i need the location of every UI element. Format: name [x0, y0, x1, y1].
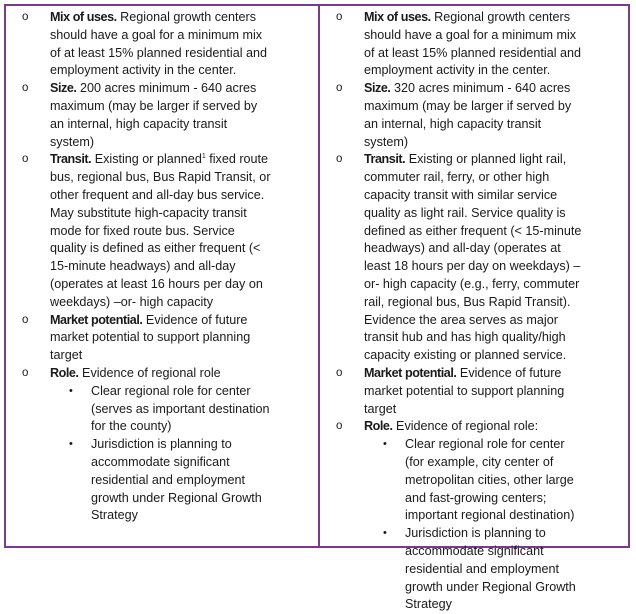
left-size-title: Size. [50, 81, 77, 96]
left-column [6, 6, 320, 546]
left-role-bullet: • Jurisdiction is planning to accommodate significant residential and employment growth under Regional Growth Strategy [50, 436, 270, 525]
right-role-bullet: • Jurisdiction is planning to accommodate significant residential and employment growth under Regional Growth Strategy [364, 525, 579, 614]
left-transit-text-b: fixed route bus, regional bus, Bus Rapid Transit, or other frequent and all-day bus service. May substitute high-capacity transit mode for fixed route bus. Service quality is defined as either frequent (< 15-minute headways) and all-day (operates at least 16 hours per day on weekdays) –or- high capacity [50, 152, 271, 309]
right-role-bullet: • Clear regional role for center (for example, city center of metropolitan cities, other large and fast-growing centers; important regional destination) [364, 436, 579, 525]
right-criteria-list [320, 6, 584, 614]
left-criteria-list [6, 6, 274, 525]
left-transit-text-a: Existing or planned [91, 152, 202, 167]
left-role-item [6, 365, 274, 525]
right-mix-of-uses-item [320, 9, 584, 80]
right-size-text: 320 acres minimum - 640 acres maximum (may be larger if served by an internal, high capacity transit system) [364, 81, 572, 149]
right-mix-of-uses-title: Mix of uses. [364, 10, 431, 24]
left-mix-of-uses-item [6, 9, 274, 80]
right-column [320, 6, 628, 612]
left-transit-item [6, 151, 274, 311]
right-transit-title: Transit. [364, 152, 406, 167]
right-market-potential-text: Evidence of future market potential to support planning target [364, 365, 565, 416]
right-transit-item [320, 151, 584, 365]
criteria-comparison-table [4, 4, 630, 612]
right-market-potential-title: Market potential. [364, 365, 457, 380]
right-size-item [320, 80, 584, 151]
right-transit-text: Existing or planned light rail, commuter rail, ferry, or other high capacity transit with similar service quality as light rail. Service quality is defined as either frequent (< 15-minute headways) and all-day (operates at least 18 hours per day on weekdays) –or- high capacity (e.g., ferry, commuter rail, regional bus, Bus Rapid Transit). Evidence the area serves as major transit hub and has high quality/high capacity existing or planned service. [364, 152, 582, 363]
left-role-title: Role. [50, 365, 79, 380]
right-mix-of-uses-text: Regional growth centers should have a goal for a minimum mix of at least 15% planned residential and employment activity in the center. [364, 10, 582, 78]
left-transit-title: Transit. [50, 152, 92, 167]
left-market-potential-title: Market potential. [50, 312, 143, 327]
left-transit-footnote: 1 [201, 153, 206, 161]
right-size-title: Size. [364, 81, 391, 96]
right-market-potential-item [320, 365, 584, 418]
left-size-item [6, 80, 274, 151]
left-mix-of-uses-text: Regional growth centers should have a goal for a minimum mix of at least 15% planned residential and employment activity in the center. [50, 10, 268, 78]
left-role-text: Evidence of regional role [78, 365, 221, 380]
left-market-potential-text: Evidence of future market potential to support planning target [50, 312, 251, 363]
right-role-title: Role. [364, 419, 393, 434]
right-role-item [320, 418, 584, 614]
left-mix-of-uses-title: Mix of uses. [50, 10, 117, 24]
left-role-bullets [50, 383, 270, 525]
left-role-bullet: • Clear regional role for center (serves as important destination for the county) [50, 383, 270, 436]
left-size-text: 200 acres minimum - 640 acres maximum (may be larger if served by an internal, high capacity transit system) [50, 81, 258, 149]
right-role-bullets [364, 436, 579, 614]
left-market-potential-item [6, 312, 274, 365]
right-role-text: Evidence of regional role: [392, 419, 539, 434]
